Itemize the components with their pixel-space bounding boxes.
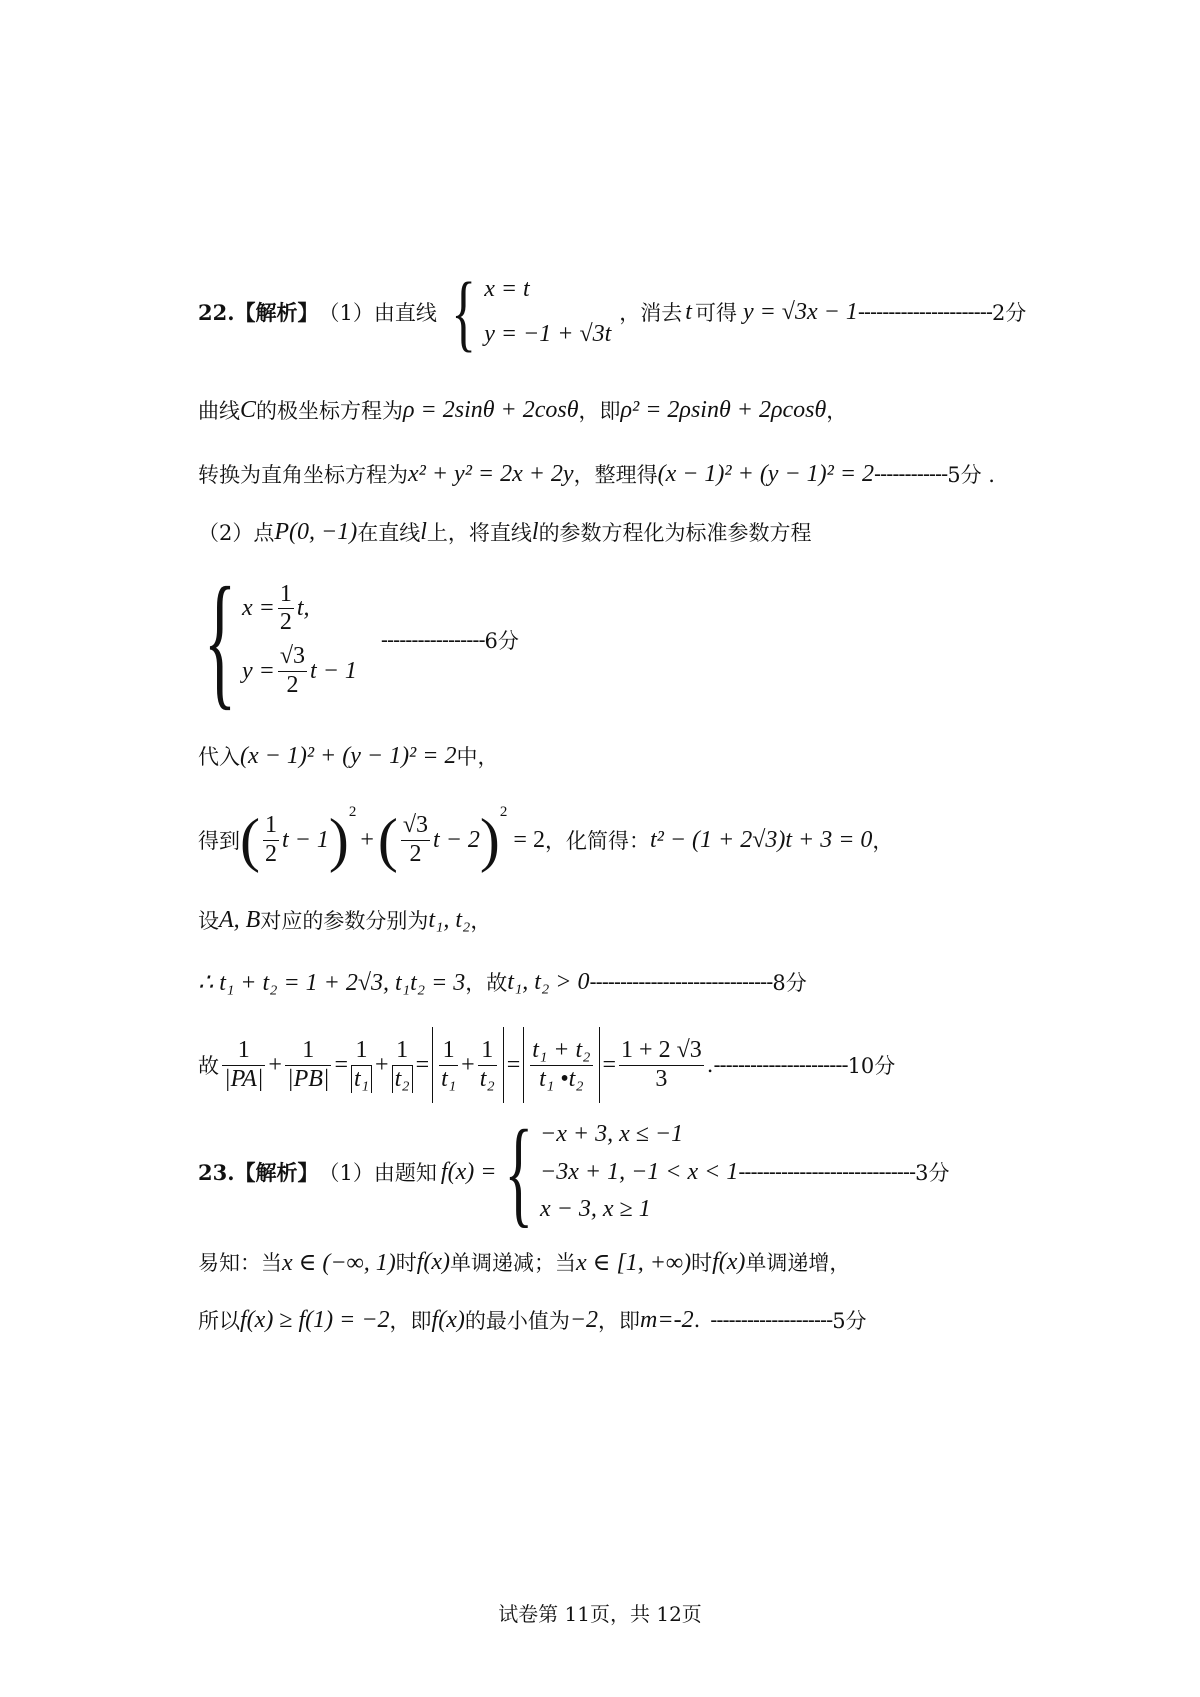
set-text: 设: [198, 909, 219, 933]
q22-therefore: [198, 964, 807, 1000]
polar-equation: ρ = 2sinθ + 2cosθ: [403, 396, 579, 423]
so-text-2: ，即: [389, 1309, 432, 1333]
denominator: t₂: [392, 1066, 413, 1094]
sub-equation: (x − 1)² + (y − 1)² = 2: [240, 742, 457, 769]
denominator: t₁ •t₂: [539, 1065, 584, 1092]
so-text-4: ，即: [598, 1309, 641, 1333]
std-y-row: [242, 643, 357, 699]
equals-sign: =: [602, 1051, 617, 1078]
min-inequality: f(x) ≥ f(1) = −2: [240, 1306, 390, 1333]
circle-equation: (x − 1)² + (y − 1)² = 2: [657, 460, 875, 487]
interval-1: x ∈ (−∞, 1): [282, 1249, 396, 1276]
numerator: 1: [302, 1036, 315, 1063]
numerator: t₁ + t₂: [532, 1036, 591, 1063]
denominator: t₁: [441, 1065, 457, 1092]
score-dashes: -----------------------------: [738, 1160, 916, 1184]
curve-text: 曲线: [198, 399, 240, 423]
score-dashes: -----------------: [380, 628, 485, 652]
period: .: [706, 1053, 714, 1077]
denominator: t₁: [351, 1066, 372, 1094]
q22-line-4: [198, 514, 812, 550]
function-f: f(x): [712, 1248, 746, 1275]
gu-text: 故: [198, 1054, 219, 1078]
line-l: l: [420, 518, 427, 545]
sub-text-2: 中，: [456, 745, 499, 769]
therefore-text: ，故: [465, 971, 508, 995]
q22-obtain: [198, 800, 893, 880]
cartesian-equation: x² + y² = 2x + 2y: [408, 460, 574, 487]
q23-monotonic: [198, 1244, 850, 1280]
paren-close: ): [328, 807, 349, 873]
absolute-value: [432, 1027, 504, 1103]
part2-text: （2）点: [198, 521, 275, 545]
function-f: f(x): [416, 1248, 451, 1275]
numerator: 1: [481, 1036, 494, 1063]
denominator: 3: [655, 1065, 668, 1092]
score-label: 3分: [915, 1161, 950, 1185]
plus-sign: +: [461, 1051, 475, 1078]
q22-set-params: [198, 902, 491, 938]
paren-close: ): [479, 807, 500, 873]
equals-sign: =: [506, 1051, 521, 1078]
points-AB: A, B: [219, 906, 261, 933]
score-dashes: ------------: [874, 462, 948, 486]
score-label: 6分: [484, 629, 519, 653]
param-y: y = −1 + √3t: [484, 321, 612, 348]
score-dashes: ----------------------: [713, 1053, 848, 1077]
system-brace: {: [451, 264, 476, 360]
curve-C: C: [240, 396, 257, 423]
m-value: m=-2: [640, 1306, 694, 1333]
simplify-text: ，化简得：: [544, 829, 650, 853]
q22-part1-text: （1）由直线: [318, 301, 437, 325]
score-dashes: --------------------: [710, 1308, 833, 1332]
ji-text: ，即: [578, 399, 621, 423]
comma: ，: [470, 909, 492, 933]
case-3: x − 3, x ≥ 1: [540, 1196, 651, 1223]
denominator: |PB|: [286, 1065, 330, 1092]
score-label: 8分: [772, 971, 807, 995]
std-y-rhs: t − 1: [310, 657, 357, 684]
eliminate-var: t: [685, 298, 692, 325]
piecewise-cases: [540, 1120, 738, 1224]
part2-text-d: 的参数方程化为标准参数方程: [538, 521, 812, 545]
std-param-system: [198, 557, 519, 723]
function-f: f(x) =: [440, 1158, 497, 1185]
param-x: x = t: [484, 276, 530, 302]
line-equation: y = √3x − 1: [742, 298, 858, 325]
plus-sign: +: [268, 1051, 282, 1078]
fraction: [278, 643, 307, 699]
mono-text: 易知：当: [198, 1251, 282, 1275]
paren-open: (: [240, 807, 260, 873]
page-footer: 试卷第 11页，共 12页: [498, 1602, 702, 1626]
numerator: 1: [396, 1036, 409, 1063]
mono-text-5: 单调递增，: [745, 1251, 851, 1275]
score-label: 2分: [991, 301, 1027, 325]
positive-condition: t₁, t₂ > 0: [507, 968, 590, 995]
equals-sign: =: [334, 1051, 349, 1078]
numerator: 1 + 2 √3: [621, 1036, 702, 1063]
denominator: 2: [264, 840, 277, 867]
exponent: 2: [499, 804, 508, 820]
line-l: l: [531, 518, 539, 545]
plus-sign: +: [360, 826, 374, 853]
fraction: [392, 1037, 413, 1093]
score-dashes: ------------------------------: [589, 970, 773, 994]
comma: ，: [872, 829, 894, 853]
fraction: [222, 1037, 265, 1093]
q22-substitute: [198, 738, 498, 774]
set-text-2: 对应的参数分别为: [260, 909, 429, 933]
fraction: [278, 581, 294, 637]
score-label: 10分: [847, 1054, 896, 1078]
fraction: [351, 1037, 372, 1093]
q22-label: 22.【解析】: [198, 300, 319, 325]
exponent: 2: [348, 804, 357, 820]
std-x-rhs: t,: [296, 595, 310, 622]
polar-equation-2: ρ² = 2ρsinθ + 2ρcosθ: [620, 396, 827, 423]
sub-text: 代入: [198, 745, 240, 769]
equals-sign: =: [415, 1051, 430, 1078]
min-value: −2: [569, 1306, 599, 1333]
function-f: f(x): [431, 1306, 465, 1333]
score-dashes: ----------------------: [857, 300, 992, 324]
system-brace: {: [203, 557, 237, 723]
q23-part1-text: （1）由题知: [318, 1161, 437, 1185]
fraction: [619, 1037, 704, 1093]
part2-text-b: 在直线: [357, 521, 421, 545]
convert-text: 转换为直角坐标方程为: [198, 463, 408, 487]
denominator: 2: [409, 840, 422, 867]
equals-2: = 2: [513, 826, 545, 853]
numerator: 1: [279, 580, 292, 607]
q22-result: [198, 1022, 895, 1108]
denominator: 2: [279, 609, 292, 636]
so-text-3: 的最小值为: [464, 1309, 570, 1333]
vieta-equation: ∴ t₁ + t₂ = 1 + 2√3, t₁t₂ = 3: [198, 969, 466, 996]
fraction: [478, 1037, 497, 1093]
q22-line-3: [198, 456, 995, 492]
q23-line-1: [198, 1105, 950, 1238]
eliminate-text-2: 可得: [694, 301, 737, 325]
period: .: [693, 1308, 701, 1332]
std-param-rows: [242, 581, 357, 699]
line-param-system: [484, 275, 611, 349]
numerator: √3: [279, 643, 306, 669]
std-x-row: [242, 581, 357, 637]
case-1: −x + 3, x ≤ −1: [540, 1121, 684, 1147]
denominator: 2: [286, 671, 299, 698]
std-y-lhs: y =: [242, 657, 275, 684]
score-label: 5分: [832, 1309, 867, 1333]
interval-2: x ∈ [1, +∞): [576, 1249, 692, 1276]
tidy-text: ，整理得: [573, 463, 658, 487]
piecewise-brace: {: [504, 1105, 534, 1238]
part2-text-c: 上，将直线: [426, 521, 532, 545]
eliminate-text: ，消去: [619, 301, 683, 325]
paren-open: (: [377, 807, 398, 873]
plus-sign: +: [375, 1051, 389, 1078]
term: t − 2: [433, 826, 480, 853]
fraction: [285, 1037, 332, 1093]
quadratic-equation: t² − (1 + 2√3)t + 3 = 0: [649, 826, 873, 853]
mono-text-4: 时: [691, 1251, 713, 1275]
so-text: 所以: [198, 1309, 240, 1333]
q23-conclusion: [198, 1302, 867, 1338]
numerator: 1: [237, 1036, 250, 1063]
numerator: 1: [355, 1036, 368, 1063]
mono-text-2: 时: [395, 1251, 417, 1275]
comma: ，: [826, 399, 848, 423]
denominator: t₂: [479, 1065, 495, 1092]
fraction: [439, 1037, 458, 1093]
case-2: −3x + 1, −1 < x < 1: [540, 1158, 739, 1185]
q22-line-2: [198, 392, 847, 428]
point-P: P(0, −1): [274, 518, 358, 545]
get-text: 得到: [198, 829, 240, 853]
q22-line-1: [198, 264, 1027, 360]
fraction: [263, 812, 279, 868]
term: t − 1: [281, 826, 329, 853]
absolute-value: [523, 1027, 599, 1103]
numerator: √3: [402, 811, 429, 838]
params-t: t₁, t₂: [428, 906, 471, 933]
mono-text-3: 单调递减；当: [450, 1251, 577, 1275]
numerator: 1: [264, 811, 277, 838]
std-x-lhs: x =: [242, 595, 275, 622]
score-label: 5分 .: [947, 463, 995, 487]
fraction: [401, 812, 430, 868]
q23-label: 23.【解析】: [198, 1160, 319, 1185]
curve-text-2: 的极坐标方程为: [256, 399, 404, 423]
denominator: |PA|: [224, 1065, 264, 1092]
fraction: [530, 1037, 592, 1093]
numerator: 1: [442, 1036, 455, 1063]
